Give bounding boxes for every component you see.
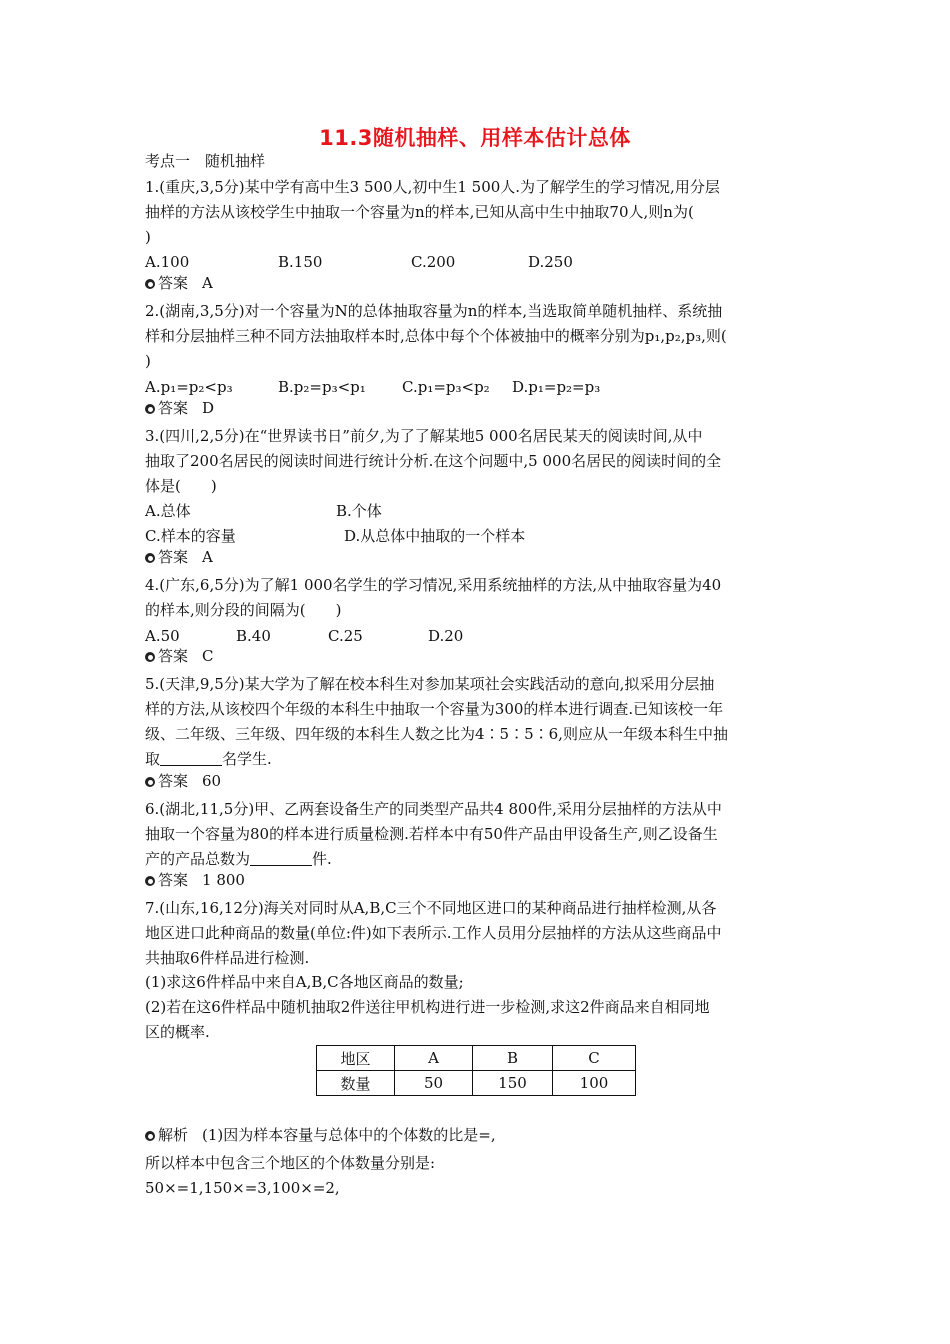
question-4-line-1: 4.(广东,6,5分)为了解1 000名学生的学习情况,采用系统抽样的方法,从中抽取容量为40: [145, 576, 722, 594]
solution-label: 解析: [158, 1126, 189, 1144]
question-7-solution-line-1: [145, 1125, 496, 1145]
question-2-line-3: ): [145, 352, 151, 370]
question-1-option-c: C.200: [411, 253, 456, 271]
question-7-line-3: 共抽取6件样品进行检测.: [145, 949, 310, 967]
question-6-line-2: 抽取一个容量为80的样本进行质量检测.若样本中有50件产品由甲设备生产,则乙设备生: [145, 825, 718, 843]
question-2-option-c: C.p₁=p₃<p₂: [402, 378, 490, 396]
question-3-line-3: 体是( ): [145, 477, 217, 495]
question-7-line-1: 7.(山东,16,12分)海关对同时从A,B,C三个不同地区进口的某种商品进行抽样检测,从各: [145, 899, 717, 917]
question-4-option-d: D.20: [428, 627, 464, 645]
region-quantity-table: [316, 1045, 636, 1096]
answer-blank: [160, 751, 222, 766]
answer-label: 答案: [158, 871, 189, 889]
question-4-answer: [145, 646, 214, 666]
question-4-option-c: C.25: [328, 627, 363, 645]
answer-marker-icon: [145, 404, 155, 414]
question-3-line-1: 3.(四川,2,5分)在“世界读书日”前夕,为了了解某地5 000名居民某天的阅读时间,从中: [145, 427, 703, 445]
question-1-line-1: 1.(重庆,3,5分)某中学有高中生3 500人,初中生1 500人.为了解学生的学习情况,用分层: [145, 178, 720, 196]
table-cell: 地区: [317, 1046, 395, 1071]
table-cell: 150: [473, 1071, 553, 1096]
table-cell: B: [473, 1046, 553, 1071]
answer-label: 答案: [158, 772, 189, 790]
question-6-text-before-blank: 产的产品总数为: [145, 850, 251, 868]
answer-marker-icon: [145, 777, 155, 787]
answer-value: 60: [202, 772, 222, 790]
answer-marker-icon: [145, 279, 155, 289]
question-6-text-after-blank: 件.: [312, 850, 332, 868]
page-title: 11.3随机抽样、用样本估计总体: [319, 126, 631, 150]
question-5-text-before-blank: 取: [145, 750, 161, 768]
answer-value: A: [202, 274, 213, 292]
answer-label: 答案: [158, 548, 189, 566]
question-5-text-after-blank: 名学生.: [222, 750, 272, 768]
section-heading: 考点一 随机抽样: [145, 152, 266, 170]
answer-value: D: [202, 399, 215, 417]
question-5-line-4: [145, 749, 272, 769]
question-6-answer: [145, 870, 245, 890]
question-4-option-a: A.50: [145, 627, 180, 645]
question-6-line-3: [145, 849, 332, 869]
question-5-line-1: 5.(天津,9,5分)某大学为了解在校本科生对参加某项社会实践活动的意向,拟采用分层抽: [145, 675, 715, 693]
table-cell: 100: [553, 1071, 636, 1096]
question-7-part-1: (1)求这6件样品中来自A,B,C各地区商品的数量;: [145, 973, 464, 991]
question-1-option-b: B.150: [278, 253, 323, 271]
table-cell: C: [553, 1046, 636, 1071]
question-2-option-b: B.p₂=p₃<p₁: [278, 378, 366, 396]
table-header-row: [317, 1046, 636, 1071]
question-7-part-2-line-2: 区的概率.: [145, 1023, 210, 1041]
answer-marker-icon: [145, 553, 155, 563]
answer-label: 答案: [158, 399, 189, 417]
question-2-answer: [145, 398, 214, 418]
table-cell: 50: [395, 1071, 473, 1096]
question-4-line-2: 的样本,则分段的间隔为( ): [145, 601, 342, 619]
question-1-answer: [145, 273, 213, 293]
question-7-part-2-line-1: (2)若在这6件样品中随机抽取2件送往甲机构进行进一步检测,求这2件商品来自相同地: [145, 998, 710, 1016]
question-1-option-a: A.100: [145, 253, 190, 271]
question-2-option-d: D.p₁=p₂=p₃: [512, 378, 601, 396]
answer-value: 1 800: [202, 871, 245, 889]
question-2-option-a: A.p₁=p₂<p₃: [145, 378, 233, 396]
question-7-solution-line-3: 50×=1,150×=3,100×=2,: [145, 1179, 340, 1197]
question-3-option-b: B.个体: [336, 502, 382, 520]
question-2-line-1: 2.(湖南,3,5分)对一个容量为N的总体抽取容量为n的样本,当选取简单随机抽样、系统抽: [145, 302, 723, 320]
answer-marker-icon: [145, 652, 155, 662]
answer-blank: [250, 851, 312, 866]
answer-marker-icon: [145, 876, 155, 886]
question-3-option-c: C.样本的容量: [145, 527, 236, 545]
question-2-line-2: 样和分层抽样三种不同方法抽取样本时,总体中每个个体被抽中的概率分别为p₁,p₂,p₃,则(: [145, 327, 727, 345]
question-7-solution-line-2: 所以样本中包含三个地区的个体数量分别是:: [145, 1154, 436, 1172]
answer-label: 答案: [158, 274, 189, 292]
solution-marker-icon: [145, 1131, 155, 1141]
question-1-line-2: 抽样的方法从该校学生中抽取一个容量为n的样本,已知从高中生中抽取70人,则n为(: [145, 203, 694, 221]
answer-value: C: [202, 647, 214, 665]
table-cell: 数量: [317, 1071, 395, 1096]
question-1-line-3: ): [145, 228, 151, 246]
question-3-option-a: A.总体: [145, 502, 191, 520]
question-3-line-2: 抽取了200名居民的阅读时间进行统计分析.在这个问题中,5 000名居民的阅读时间的全: [145, 452, 722, 470]
question-3-answer: [145, 547, 213, 567]
question-6-line-1: 6.(湖北,11,5分)甲、乙两套设备生产的同类型产品共4 800件,采用分层抽样的方法从中: [145, 800, 722, 818]
table-cell: A: [395, 1046, 473, 1071]
question-1-option-d: D.250: [528, 253, 573, 271]
question-5-line-2: 样的方法,从该校四个年级的本科生中抽取一个容量为300的样本进行调查.已知该校一年: [145, 700, 724, 718]
table-row: [317, 1071, 636, 1096]
question-3-option-d: D.从总体中抽取的一个样本: [344, 527, 526, 545]
solution-text: (1)因为样本容量与总体中的个体数的比是=,: [202, 1126, 496, 1144]
question-5-line-3: 级、二年级、三年级、四年级的本科生人数之比为4∶5∶5∶6,则应从一年级本科生中抽: [145, 725, 728, 743]
question-4-option-b: B.40: [236, 627, 271, 645]
question-5-answer: [145, 771, 221, 791]
answer-value: A: [202, 548, 213, 566]
question-7-line-2: 地区进口此种商品的数量(单位:件)如下表所示.工作人员用分层抽样的方法从这些商品中: [145, 924, 722, 942]
answer-label: 答案: [158, 647, 189, 665]
